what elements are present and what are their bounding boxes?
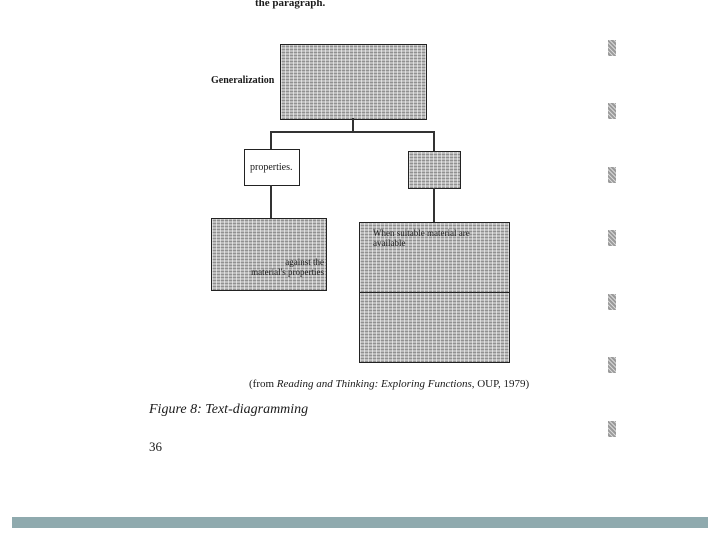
- margin-mark: [608, 357, 616, 373]
- margin-mark: [608, 40, 616, 56]
- connector-left-bottom: [270, 185, 272, 218]
- diagram-left-child-label: properties.: [250, 162, 293, 173]
- margin-mark: [608, 421, 616, 437]
- page-number: 36: [149, 439, 162, 454]
- footer-bar: [12, 517, 708, 528]
- source-caption-prefix: (from: [249, 378, 277, 390]
- diagram-right-bottom-lower-box: [359, 292, 510, 363]
- diagram-root-box: [280, 44, 427, 120]
- connector-horizontal: [270, 131, 434, 133]
- diagram-root-label: Generalization: [211, 75, 275, 86]
- source-caption: [249, 378, 529, 390]
- margin-mark: [608, 230, 616, 246]
- figure-caption: Figure 8: Text-diagramming: [149, 402, 309, 417]
- connector-root-down: [352, 118, 354, 132]
- diagram-left-bottom-box: [211, 218, 327, 291]
- connector-left-down: [270, 131, 272, 149]
- margin-mark: [608, 103, 616, 119]
- source-caption-suffix: , OUP, 1979): [471, 378, 530, 390]
- source-caption-title: Reading and Thinking: Exploring Functions: [276, 378, 472, 390]
- top-text: the paragraph.: [255, 0, 326, 9]
- diagram-right-child-box: [408, 151, 461, 189]
- diagram-right-bottom-text: When suitable material are available: [373, 228, 470, 248]
- margin-mark: [608, 294, 616, 310]
- connector-right-down: [433, 131, 435, 151]
- diagram-left-bottom-text: against the material's properties: [251, 257, 324, 277]
- connector-right-bottom: [433, 188, 435, 222]
- margin-mark: [608, 167, 616, 183]
